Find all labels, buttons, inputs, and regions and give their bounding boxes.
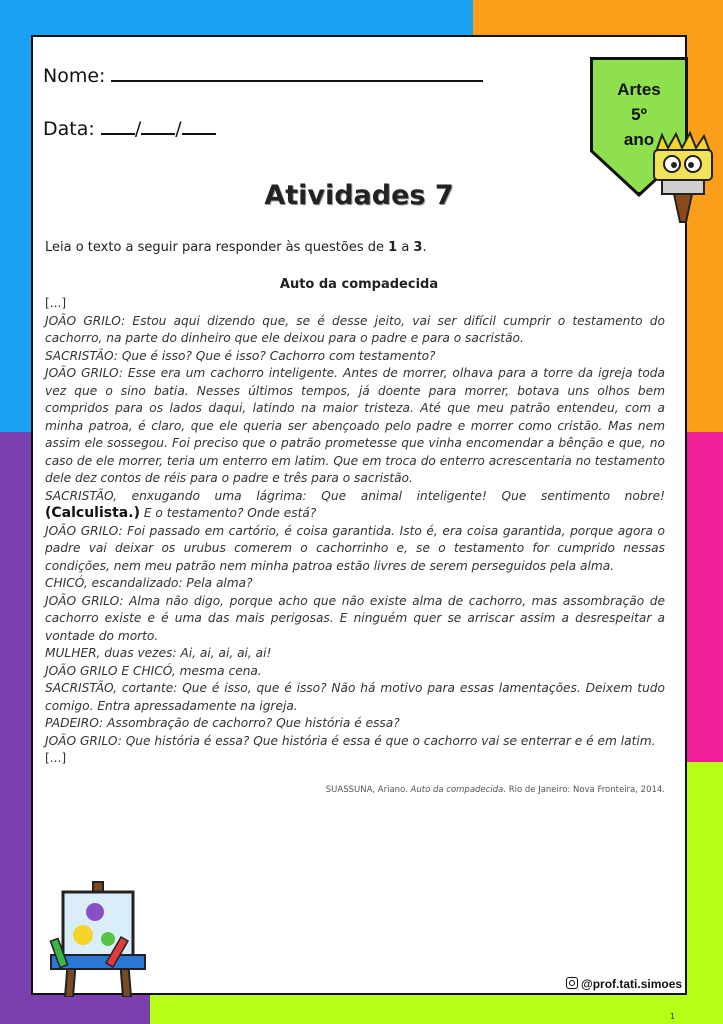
ellipsis-start: [...]: [45, 296, 67, 310]
citation-work: Auto da compadecida: [410, 785, 504, 795]
ellipsis-end: [...]: [45, 751, 67, 765]
citation-publisher: . Rio de Janeiro: Nova Fronteira, 2014.: [503, 785, 665, 795]
instructions-text: Leia o texto a seguir para responder às questões de: [45, 240, 389, 255]
dialogue-line: JOÃO GRILO: Estou aqui dizendo que, se é desse jeito, vai ser difícil cumprir o testamento do cachorro, na parte do dinheiro que ele deixou para o padre e para o sacristão.: [45, 313, 665, 345]
ribbon-year: ano: [623, 130, 655, 149]
dialogue-line: JOÃO GRILO: Esse era um cachorro inteligente. Antes de morrer, olhava para a torre da igreja toda vez que o sino batia. Nesses últimos tempos, já doente para morrer, botava uns olhos bem compridos para os lados daqui, latindo na maior tristeza. Até que meu patrão entendeu, com a minha patroa, é claro, que ele queria ser abençoado pelo padre e morrer como cristão. Mas nem assim ele sossegou. Foi preciso que o patrão prometesse que vinha encomendar a bênção e que, no caso de ele morrer, teria um enterro em latim. Que em troca do enterro acrescentaria no testamento dele dez contos de réis para o padre e três para o sacristão.: [45, 366, 665, 485]
page-number: 1: [670, 1012, 676, 1021]
page-title: Atividades 7: [264, 180, 454, 211]
dialogue-line: [45, 488, 665, 523]
dialogue-line: SACRISTÃO, cortante: Que é isso, que é isso? Não há motivo para essas lamentações. Deixem tudo comigo. Entra apressadamente na igreja.: [45, 681, 665, 713]
easel-icon: [43, 877, 153, 997]
source-citation: [45, 785, 665, 795]
passage-title: Auto da compadecida: [279, 277, 439, 292]
name-field[interactable]: [43, 62, 483, 87]
dialogue-line: JOÃO GRILO: Foi passado em cartório, é coisa garantida. Isto é, era coisa garantida, porque agora o padre vai deixar os urubus comerem o cachorrinho e, se o testamento for cumprido nessas condições, nem meu patrão nem minha patroa estão livres de serem perseguidos pela alma.: [45, 523, 665, 573]
instagram-icon: [566, 977, 578, 989]
author-handle: [566, 977, 682, 991]
ribbon-subject: Artes: [617, 80, 661, 99]
dialogue-line: MULHER, duas vezes: Ai, ai, ai, ai, ai!: [45, 646, 272, 660]
date-month-blank[interactable]: [141, 115, 175, 135]
dialogue-line: PADEIRO: Assombração de cachorro? Que história é essa?: [45, 716, 400, 730]
date-year-blank[interactable]: [182, 115, 216, 135]
citation-author: SUASSUNA, Ariano.: [325, 785, 411, 795]
dialogue-line: JOÃO GRILO: Alma não digo, porque acho que não existe alma de cachorro, mas assombração de cachorro existe e é uma das mais perigosas. E ninguém quer se arriscar assim a desrespeitar a vontade do morto.: [45, 593, 665, 643]
instructions-period: .: [422, 240, 427, 255]
paintbrush-mascot-icon: [648, 130, 718, 225]
dialogue-line: JOÃO GRILO E CHICÓ, mesma cena.: [45, 663, 262, 678]
dialogue-line: JOÃO GRILO: Que história é essa? Que história é essa é que o cachorro vai se enterrar e é em latim.: [45, 733, 656, 748]
stage-direction: (Calculista.): [45, 505, 140, 521]
dialogue-text: SACRISTÃO, enxugando uma lágrima: Que animal inteligente! Que sentimento nobre!: [45, 488, 665, 503]
worksheet-page: [31, 35, 687, 995]
dialogue-line: SACRISTÃO: Que é isso? Que é isso? Cachorro com testamento?: [45, 348, 436, 363]
question-start: 1: [388, 240, 398, 255]
passage: [45, 295, 665, 768]
date-label: Data:: [43, 118, 95, 140]
name-line[interactable]: [111, 62, 483, 82]
date-separator: /: [134, 118, 142, 140]
question-end: 3: [413, 240, 423, 255]
date-day-blank[interactable]: [101, 115, 135, 135]
date-field[interactable]: [43, 115, 216, 140]
dialogue-line: CHICÓ, escandalizado: Pela alma?: [45, 576, 253, 590]
dialogue-text: E o testamento? Onde está?: [143, 506, 317, 520]
name-label: Nome:: [43, 65, 106, 87]
date-separator: /: [175, 118, 182, 140]
instructions-connector: a: [397, 240, 414, 255]
ribbon-grade: 5º: [631, 105, 647, 124]
handle-text: @prof.tati.simoes: [581, 977, 683, 991]
instructions: [45, 240, 427, 255]
